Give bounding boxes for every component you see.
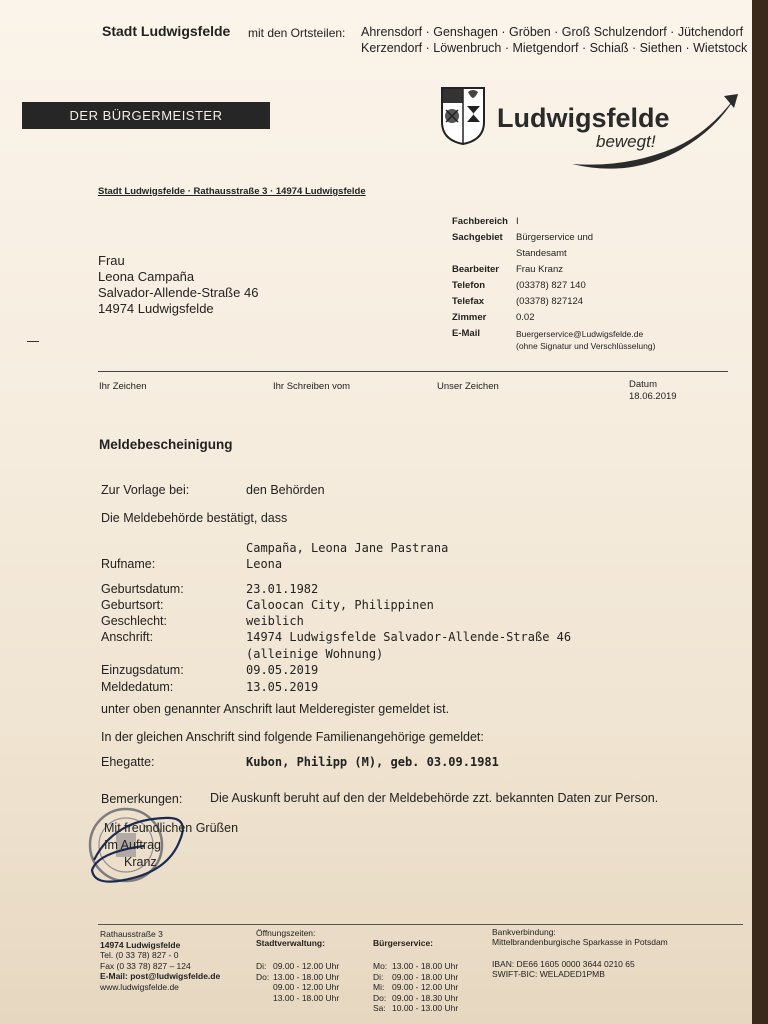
time: 09.00 - 18.30 Uhr [392, 992, 459, 1003]
remarks-value: Die Auskunft beruht auf den der Meldebehörde zzt. bekannten Daten zur Person. [210, 791, 659, 805]
header-city: Stadt Ludwigsfelde [102, 23, 231, 39]
info-key: Bearbeiter [452, 264, 499, 275]
office-banner [22, 102, 270, 129]
field-label: Anschrift: [101, 630, 154, 644]
field-value: 23.01.1982 [246, 582, 319, 596]
info-key [452, 342, 516, 351]
footer-street: Rathausstraße 3 [100, 929, 163, 939]
info-value: (03378) 827124 [516, 296, 584, 307]
coat-of-arms-icon [440, 86, 486, 146]
footer-email: E-Mail: post@ludwigsfelde.de [100, 971, 221, 981]
closing-greeting: Mit freundlichen Grüßen [104, 821, 239, 835]
day: Di: [373, 971, 384, 982]
vorlage-value: den Behörden [246, 483, 325, 497]
info-value: Standesamt [516, 248, 567, 259]
recipient-city: 14974 Ludwigsfelde [98, 301, 214, 316]
time: 10.00 - 13.00 Uhr [392, 1003, 459, 1013]
office-banner-label: DER BÜRGERMEISTER [69, 108, 223, 123]
day: Mi: [373, 982, 385, 992]
field-value: 13.05.2019 [246, 680, 319, 694]
info-key: Zimmer [452, 312, 487, 323]
contact-info [452, 214, 655, 351]
time: 09.00 - 12.00 Uhr [273, 982, 340, 992]
family-intro: In der gleichen Anschrift sind folgende Familienangehörige gemeldet: [101, 730, 484, 744]
recipient-street: Salvador-Allende-Straße 46 [98, 285, 259, 300]
time: 13.00 - 18.00 Uhr [392, 961, 459, 971]
day: Do: [373, 992, 387, 1003]
info-key: Telefax [452, 296, 485, 307]
day: Sa: [373, 1003, 386, 1013]
full-name: Campaña, Leona Jane Pastrana [246, 541, 449, 555]
time: 13.00 - 18.00 Uhr [273, 971, 340, 982]
info-key: E-Mail [452, 328, 480, 339]
day: Do: [256, 971, 270, 982]
info-key: Sachgebiet [452, 232, 503, 243]
field-label: Einzugsdatum: [101, 663, 184, 677]
confirm-text: Die Meldebehörde bestätigt, dass [101, 511, 288, 525]
ref-ihr-zeichen: Ihr Zeichen [99, 381, 147, 392]
header-mit: mit den Ortsteilen: [248, 26, 346, 40]
stadt-times [273, 961, 339, 1003]
field-label: Geburtsort: [101, 598, 164, 612]
footer-rule [98, 924, 743, 925]
footer-city: 14974 Ludwigsfelde [100, 939, 181, 950]
time: 09.00 - 18.00 Uhr [392, 971, 459, 982]
field-value: 09.05.2019 [246, 663, 319, 677]
time: 09.00 - 12.00 Uhr [273, 961, 340, 971]
registered-text: unter oben genannter Anschrift laut Melderegister gemeldet ist. [101, 702, 450, 716]
logo-swoosh-icon [570, 92, 740, 174]
closing-block [104, 820, 238, 871]
recipient-block [98, 253, 258, 317]
logo-slogan: bewegt! [596, 132, 656, 151]
info-value: 0.02 [516, 312, 535, 323]
header-districts-1: Ahrensdorf · Genshagen · Gröben · Groß Schulzendorf · Jütchendorf [361, 25, 744, 39]
reference-rule [98, 371, 728, 372]
buerger-days [373, 961, 387, 1014]
spouse-label: Ehegatte: [101, 755, 155, 769]
field-value: 14974 Ludwigsfelde Salvador-Allende-Straße 46 [246, 630, 572, 644]
fold-mark [27, 341, 39, 342]
remarks-label: Bemerkungen: [101, 792, 183, 806]
footer-web: www.ludwigsfelde.de [100, 981, 179, 992]
closing-im-auftrag: Im Auftrag [104, 838, 161, 852]
bank-name: Mittelbrandenburgische Sparkasse in Potsdam [492, 937, 668, 947]
info-value: I [516, 216, 519, 227]
stadt-title: Stadtverwaltung: [256, 938, 325, 948]
recipient-salutation: Frau [98, 253, 125, 268]
stadt-days [256, 961, 269, 982]
field-label: Meldedatum: [101, 680, 174, 694]
time: 09.00 - 12.00 Uhr [392, 982, 459, 992]
field-value: Caloocan City, Philippinen [246, 598, 434, 612]
info-key: Telefon [452, 280, 486, 291]
info-value: Bürgerservice und [516, 232, 594, 243]
logo-name: Ludwigsfelde [497, 103, 670, 133]
spouse-value: Kubon, Philipp (M), geb. 03.09.1981 [246, 755, 499, 769]
day: Di: [256, 961, 267, 971]
field-label: Geburtsdatum: [101, 582, 184, 596]
hours-title: Öffnungszeiten: [256, 928, 316, 938]
ref-datum-label: Datum [629, 379, 657, 390]
closing-signer: Kranz [124, 855, 157, 869]
bank-title: Bankverbindung: [492, 927, 556, 937]
footer-fax: Fax (0 33 78) 827 – 124 [100, 960, 191, 971]
ref-datum: 18.06.2019 [629, 391, 677, 402]
info-value: Frau Kranz [516, 264, 563, 275]
return-address: Stadt Ludwigsfelde · Rathausstraße 3 · 14974 Ludwigsfelde [98, 186, 366, 197]
document-title: Meldebescheinigung [99, 437, 233, 452]
bank-bic: SWIFT-BIC: WELADED1PMB [492, 969, 605, 979]
info-key: Fachbereich [452, 216, 508, 227]
info-value: (03378) 827 140 [516, 280, 586, 291]
info-key [452, 246, 516, 262]
buerger-times [392, 961, 458, 1014]
bank-iban: IBAN: DE66 1605 0000 3644 0210 65 [492, 959, 635, 969]
field-value: Leona [246, 557, 283, 571]
info-value: (ohne Signatur und Verschlüsselung) [516, 341, 656, 351]
recipient-name: Leona Campaña [98, 269, 195, 284]
footer-tel: Tel. (0 33 78) 827 - 0 [100, 950, 179, 960]
ref-unser-zeichen: Unser Zeichen [437, 381, 499, 392]
day: Mo: [373, 961, 388, 971]
field-label: Geschlecht: [101, 614, 168, 628]
field-value: (alleinige Wohnung) [246, 647, 384, 661]
footer-address [100, 929, 220, 992]
field-value: weiblich [246, 614, 304, 628]
field-label: Rufname: [101, 557, 156, 571]
header-districts-2: Kerzendorf · Löwenbruch · Mietgendorf · Schiaß · Siethen · Wietstock [361, 41, 748, 55]
buerger-title: Bürgerservice: [373, 938, 434, 948]
time: 13.00 - 18.00 Uhr [273, 992, 340, 1003]
vorlage-label: Zur Vorlage bei: [101, 483, 190, 497]
ref-ihr-schreiben: Ihr Schreiben vom [273, 381, 351, 392]
info-value: Buergerservice@Ludwigsfelde.de [516, 329, 644, 339]
